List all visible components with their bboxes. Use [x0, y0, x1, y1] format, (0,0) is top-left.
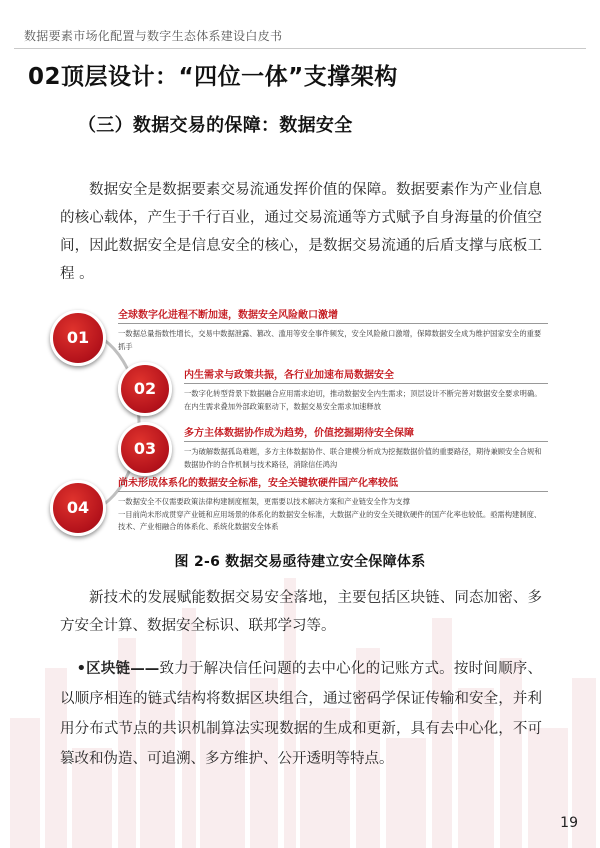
- item-heading-03: 多方主体数据协作成为趋势，价值挖掘期待安全保障: [184, 428, 414, 439]
- item-heading-02: 内生需求与政策共振，各行业加速布局数据安全: [184, 370, 394, 381]
- technology-paragraph: 新技术的发展赋能数据交易安全落地，主要包括区块链、同态加密、多方安全计算、数据安全标识、联邦学习等。: [60, 590, 542, 634]
- item-body-02: 一数字化转型背景下数据融合应用需求迫切，推动数据安全内生需求；顶层设计不断完善对数据安全要求明确。在内生需求叠加外部政策驱动下，数据交易安全需求加速释放: [184, 389, 542, 411]
- item-rule-01: [118, 323, 548, 324]
- bullet-description: 致力于解决信任问题的去中心化的记账方式。按时间顺序、以顺序相连的链式结构将数据区块组合，通过密码学保证传输和安全，并利用分布式节点的共识机制算法实现数据的生成和更新，具有去中心化，不可篡改和伪造、可追溯、多方维护、公开透明等特点。: [60, 661, 543, 767]
- item-rule-04: [118, 491, 548, 492]
- item-number-03: 03: [118, 422, 172, 476]
- item-number-01: 01: [50, 310, 106, 366]
- figure-item-02: [184, 366, 548, 413]
- header-divider: [14, 48, 586, 49]
- figure-item-03: [184, 424, 548, 471]
- section-title: （三）数据交易的保障：数据安全: [78, 115, 353, 136]
- item-body-03: 一为破解数据孤岛难题，多方主体数据协作、联合建模分析成为挖掘数据价值的重要路径，期待兼顾安全合规和数据协作的合作机制与技术路径，消除信任鸿沟: [184, 447, 542, 469]
- figure-caption: 图 2-6 数据交易亟待建立安全保障体系: [174, 554, 426, 570]
- item-number-04: 04: [50, 480, 106, 536]
- page-title: 02顶层设计：“四位一体”支撑架构: [28, 64, 398, 90]
- item-rule-02: [184, 383, 548, 384]
- intro-paragraph: 数据安全是数据要素交易流通发挥价值的保障。数据要素作为产业信息的核心载体，产生于千行百业，通过交易流通等方式赋予自身海量的价值空间，因此数据安全是信息安全的核心，是数据交易流通的后盾支撑与底板工程 。: [60, 182, 542, 282]
- item-rule-03: [184, 441, 548, 442]
- item-heading-01: 全球数字化进程不断加速，数据安全风险敞口激增: [118, 310, 338, 321]
- security-figure: [40, 302, 560, 542]
- blockchain-bullet: [60, 654, 542, 774]
- item-heading-04: 尚未形成体系化的数据安全标准，安全关键软硬件国产化率较低: [118, 478, 398, 489]
- bullet-term: 区块链——: [86, 661, 160, 677]
- figure-item-04: [118, 474, 548, 534]
- figure-item-01: [118, 306, 548, 353]
- bullet-paragraph: [60, 654, 542, 774]
- item-body-04: 一数据安全不仅需要政策法律构建制度框架，更需要以技术解决方案和产业链安全作为支撑 一目前尚未形成贯穿产业链和应用场景的体系化的数据安全标准，大数据产业的安全关键软硬件的国产化率也较低。亟需构建制度、技术、产业相融合的体系化、系统化数据安全体系: [118, 497, 542, 531]
- running-header: 数据要素市场化配置与数字生态体系建设白皮书: [24, 29, 283, 43]
- item-body-01: 一数据总量指数性增长，交易中数据泄露、篡改、滥用等安全事件频发，安全风险敞口激增，保障数据安全成为维护国家安全的重要抓手: [118, 329, 542, 351]
- page-number: 19: [560, 815, 578, 831]
- item-number-02: 02: [118, 362, 172, 416]
- bullet-dot-icon: •: [76, 658, 87, 679]
